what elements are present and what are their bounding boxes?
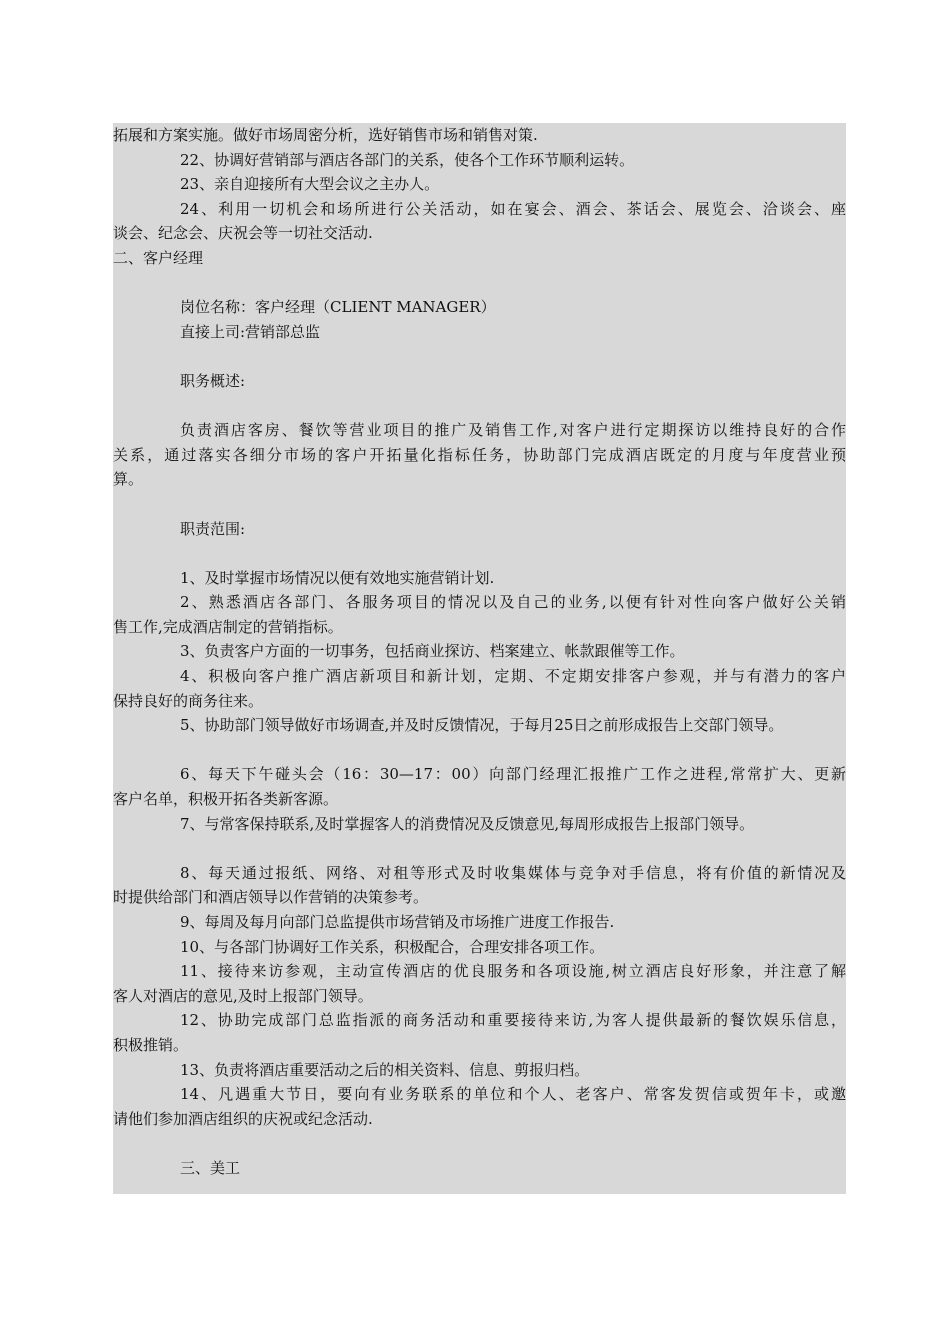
duty-item-4-cont: 保持良好的商务往来。: [113, 691, 264, 710]
duty-item-23: 23、亲自迎接所有大型会议之主办人。: [180, 175, 440, 194]
duty-item-9: 9、每周及每月向部门总监提供市场营销及市场推广进度工作报告.: [180, 913, 615, 931]
duty-item-24: 24、利用一切机会和场所进行公关活动，如在宴会、酒会、茶话会、展览会、洽谈会、座: [180, 199, 846, 218]
duty-item-5: 5、协助部门领导做好市场调查,并及时反馈情况，于每月25日之前形成报告上交部门领导。: [180, 716, 784, 735]
duty-item-11-cont: 客人对酒店的意见,及时上报部门领导。: [113, 986, 373, 1005]
duty-item-14-cont: 请他们参加酒店组织的庆祝或纪念活动.: [113, 1109, 373, 1128]
job-summary-heading: 职务概述:: [180, 371, 246, 390]
blank-line: [113, 394, 846, 419]
duty-item-3: 3、负责客户方面的一切事务，包括商业探访、档案建立、帐款跟催等工作。: [180, 642, 685, 661]
position-name: 岗位名称：客户经理（CLIENT MANAGER）: [180, 298, 496, 317]
blank-line: [113, 1131, 846, 1156]
duty-item-13: 13、负责将酒店重要活动之后的相关资料、信息、剪报归档。: [180, 1060, 590, 1079]
blank-line: [113, 836, 846, 861]
duty-item-8-cont: 时提供给部门和酒店领导以作营销的决策参考。: [113, 888, 429, 907]
duty-item-12-cont: 积极推销。: [113, 1035, 189, 1054]
duty-item-22: 22、协调好营销部与酒店各部门的关系，使各个工作环节顺利运转。: [180, 150, 635, 169]
duty-item-8: 8、每天通过报纸、网络、对租等形式及时收集媒体与竞争对手信息，将有价值的新情况及: [180, 863, 846, 882]
duty-item-1: 1、及时掌握市场情况以便有效地实施营销计划.: [180, 568, 495, 587]
section-heading-client-manager: 二、客户经理: [113, 248, 204, 267]
duty-item-6: 6、每天下午碰头会（16：30—17：00）向部门经理汇报推广工作之进程,常常扩大、更新: [180, 765, 846, 784]
text-line: 谈会、纪念会、庆祝会等一切社交活动.: [113, 224, 373, 243]
job-summary-text: 关系，通过落实各细分市场的客户开拓量化指标任务，协助部门完成酒店既定的月度与年度营业预: [113, 445, 846, 464]
blank-line: [113, 738, 846, 763]
blank-line: [113, 492, 846, 517]
duty-item-14: 14、凡遇重大节日，要向有业务联系的单位和个人、老客户、常客发贺信或贺年卡，或邀: [180, 1085, 846, 1104]
blank-line: [113, 541, 846, 566]
duty-item-4: 4、积极向客户推广酒店新项目和新计划，定期、不定期安排客户参观，并与有潜力的客户: [180, 667, 846, 686]
text-line: 拓展和方案实施。做好市场周密分析，选好销售市场和销售对策.: [113, 126, 538, 144]
duty-item-7: 7、与常客保持联系,及时掌握客人的消费情况及反馈意见,每周形成报告上报部门领导。: [180, 814, 755, 833]
blank-line: [113, 271, 846, 296]
duty-item-2: 2、熟悉酒店各部门、各服务项目的情况以及自己的业务,以便有针对性向客户做好公关销: [180, 593, 846, 612]
job-summary-text: 算。: [113, 470, 144, 489]
document-body: [113, 123, 846, 1181]
duty-item-6-cont: 客户名单，积极开拓各类新客源。: [113, 790, 339, 809]
duty-item-11: 11、接待来访参观，主动宣传酒店的优良服务和各项设施,树立酒店良好形象，并注意了解: [180, 962, 846, 981]
duty-item-2-cont: 售工作,完成酒店制定的营销指标。: [113, 617, 343, 636]
direct-supervisor: 直接上司:营销部总监: [180, 322, 321, 341]
section-heading-art-designer: 三、美工: [180, 1158, 241, 1177]
responsibilities-heading: 职责范围:: [180, 519, 246, 538]
blank-line: [113, 344, 846, 369]
duty-item-12: 12、协助完成部门总监指派的商务活动和重要接待来访,为客人提供最新的餐饮娱乐信息，: [180, 1011, 846, 1030]
job-summary-text: 负责酒店客房、餐饮等营业项目的推广及销售工作,对客户进行定期探访以维持良好的合作: [180, 421, 846, 440]
duty-item-10: 10、与各部门协调好工作关系，积极配合，合理安排各项工作。: [180, 937, 605, 956]
